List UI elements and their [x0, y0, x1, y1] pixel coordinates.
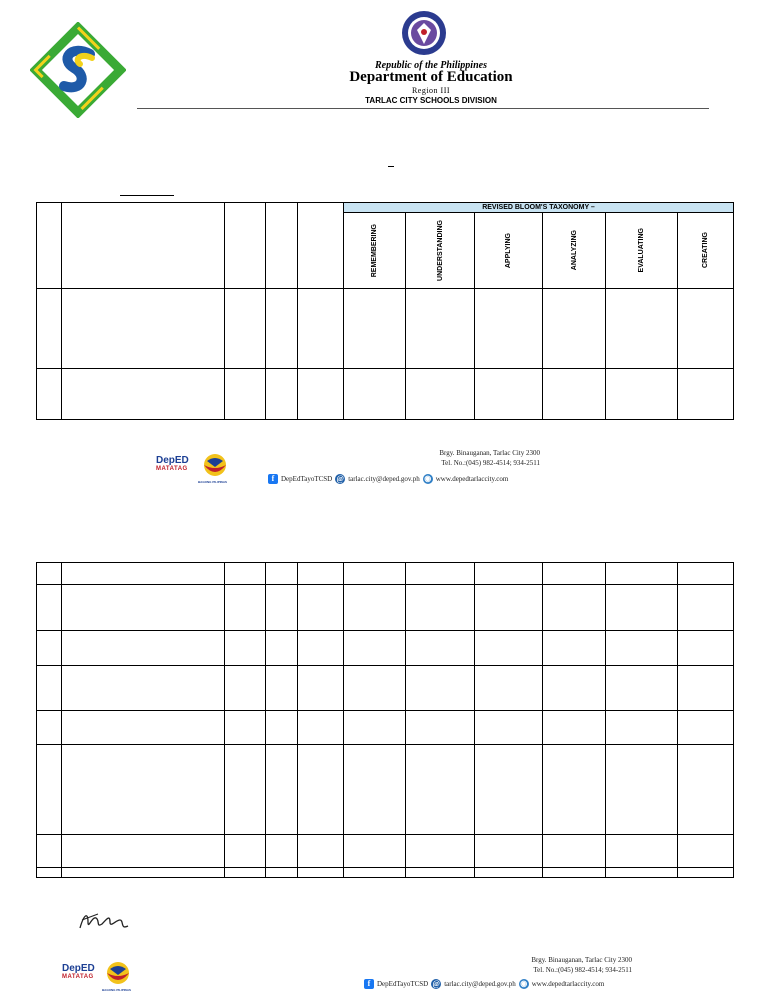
- facebook-link[interactable]: DepEdTayoTCSD: [281, 475, 333, 483]
- tos-table-page2: [36, 562, 734, 878]
- globe-icon: ◉: [424, 474, 432, 483]
- footer-contact-row-2: [364, 979, 604, 989]
- level-header: [475, 213, 543, 289]
- header-cell: [298, 203, 344, 289]
- level-applying: APPLYING: [505, 232, 512, 269]
- header-division: TARLAC CITY SCHOOLS DIVISION: [365, 96, 497, 105]
- facebook-link[interactable]: DepEdTayoTCSD: [377, 980, 429, 988]
- globe-icon: ◉: [520, 979, 528, 988]
- table-row: [37, 585, 734, 631]
- deped-logo-text: DepED: [156, 455, 189, 466]
- level-header: [678, 213, 734, 289]
- header-cell: [37, 203, 62, 289]
- table-row: [37, 745, 734, 835]
- email-link[interactable]: tarlac.city@deped.gov.ph: [348, 475, 420, 483]
- matatag-logo-text: MATATAG: [156, 466, 188, 472]
- header-republic: Republic of the Philippines: [375, 60, 487, 71]
- table-row: [37, 631, 734, 666]
- website-link[interactable]: www.depedtarlaccity.com: [531, 980, 605, 988]
- facebook-icon: f: [268, 474, 278, 484]
- table-row: [37, 369, 734, 420]
- email-icon: @: [432, 979, 440, 988]
- tos-table-page1: [36, 202, 734, 420]
- deped-matatag-logo: [156, 455, 194, 472]
- bagong-pilipinas-icon: [200, 453, 230, 479]
- table-row: [37, 868, 734, 878]
- level-header: [344, 213, 406, 289]
- deped-matatag-logo-2: [62, 963, 100, 980]
- deped-seal-icon: [401, 10, 447, 56]
- level-header: [606, 213, 678, 289]
- bagong-pilipinas-text: BAGONG PILIPINAS: [198, 480, 228, 484]
- footer-contact-row: [268, 474, 508, 484]
- header-cell: [62, 203, 225, 289]
- email-icon: @: [336, 474, 344, 483]
- subtitle-underline: [120, 195, 174, 196]
- header-region: Region III: [411, 86, 451, 95]
- table-row: [37, 666, 734, 711]
- header-divider: [137, 108, 709, 109]
- level-header: [543, 213, 606, 289]
- level-understanding: UNDERSTANDING: [436, 220, 444, 281]
- header-cell: [266, 203, 298, 289]
- website-link[interactable]: www.depedtarlaccity.com: [435, 475, 509, 483]
- tcsd-project-logo: [30, 22, 126, 118]
- bagong-pilipinas-text-2: BAGONG PILIPINAS: [102, 988, 132, 992]
- table-row: [37, 563, 734, 585]
- footer-address: Brgy. Binauganan, Tarlac City 2300: [439, 449, 540, 457]
- bagong-pilipinas-icon-2: [103, 961, 133, 987]
- level-analyzing: ANALYZING: [570, 230, 578, 271]
- footer-address-2: Brgy. Binauganan, Tarlac City 2300: [531, 956, 632, 964]
- title-blank-mark: [388, 166, 394, 167]
- header-cell: [225, 203, 266, 289]
- table-row: [37, 835, 734, 868]
- level-remembering: REMEMBERING: [371, 223, 378, 278]
- level-evaluating: EVALUATING: [638, 228, 645, 273]
- header-department: Department of Education: [349, 69, 513, 85]
- table-row: [37, 711, 734, 745]
- matatag-logo-text: MATATAG: [62, 974, 94, 980]
- footer-tel-2: Tel. No.:(045) 982-4514; 934-2511: [533, 966, 632, 974]
- level-header: [406, 213, 475, 289]
- handwritten-signature: [76, 908, 132, 936]
- email-link[interactable]: tarlac.city@deped.gov.ph: [444, 980, 516, 988]
- level-creating: CREATING: [702, 232, 710, 269]
- table-row: [37, 289, 734, 369]
- deped-logo-text: DepED: [62, 963, 95, 974]
- footer-tel: Tel. No.:(045) 982-4514; 934-2511: [441, 459, 540, 467]
- taxonomy-header: REVISED BLOOM'S TAXONOMY –: [344, 203, 734, 213]
- facebook-icon: f: [364, 979, 374, 989]
